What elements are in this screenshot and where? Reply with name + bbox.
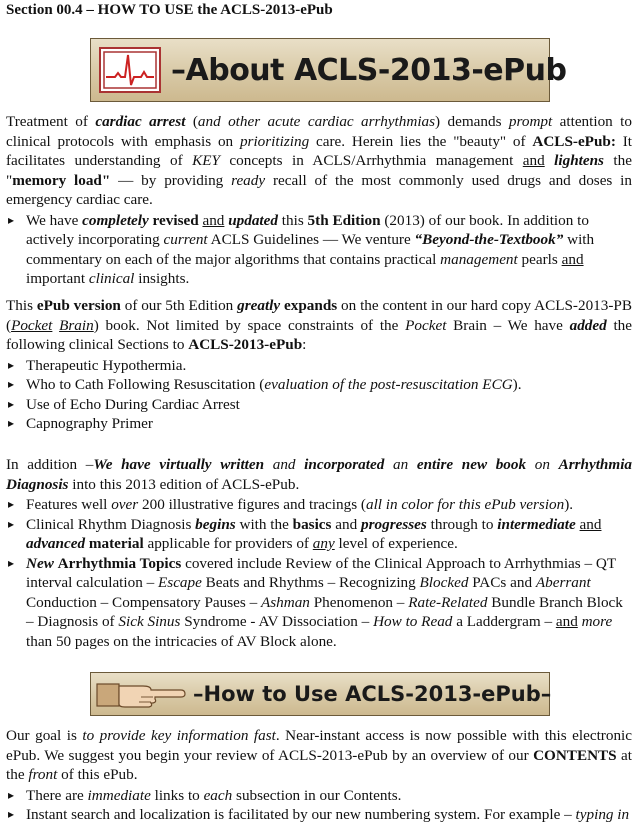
- list-item: ▸ We have completely revised and updated this 5th Edition (2013) of our book. In addition to actively incorporating current ACLS Guidelines — We venture “Beyond-the-Textbook” with commentary on each of the major algorithms that contains practical management pearls and important clinical insights.: [6, 211, 632, 289]
- arrhythmia-paragraph: In addition –We have virtually written and incorporated an entire new book on Arrhythmia Diagnosis into this 2013 edition of ACLS-ePub.: [6, 456, 633, 493]
- how-to-use-section: [6, 726, 632, 825]
- how-to-use-banner-title: –How to Use ACLS-2013-ePub–: [193, 682, 552, 706]
- intro-paragraph: Treatment of cardiac arrest (and other acute cardiac arrhythmias) demands prompt attention to clinical protocols with emphasis on prioritizing care. Herein lies the "beauty" of ACLS-ePub: It facilitates understanding of KEY concepts in ACLS/Arrhythmia management and lightens the "memory load" — by providing ready recall of the most commonly used drugs and doses in emergency cardiac care.: [6, 113, 633, 208]
- epub-version-section: [6, 296, 632, 434]
- list-item: ▸ Instant search and localization is facilitated by our new numbering system. For example – typing in: [6, 805, 632, 825]
- intro-section: [6, 112, 632, 289]
- epub-paragraph: This ePub version of our 5th Edition greatly expands on the content in our hard copy ACLS-2013-PB (Pocket Brain) book. Not limited by space constraints of the Pocket Brain – We have added the following clinical Sections to ACLS-2013-ePub:: [6, 297, 633, 353]
- ecg-monitor-icon: [99, 46, 161, 94]
- list-item: ▸ New Arrhythmia Topics covered include Review of the Clinical Approach to Arrhythmias – QT interval calculation – Escape Beats and Rhythms – Recognizing Blocked PACs and Aberrant Conduction – Compensatory Pauses – Ashman Phenomenon – Rate-Related Bundle Branch Block – Diagnosis of Sick Sinus Syndrome - AV Dissociation – How to Read a Laddergram – and more than 50 pages on the intricacies of AV Block alone.: [6, 554, 632, 652]
- added-sections-list: [6, 356, 632, 434]
- list-item: ▸ Features well over 200 illustrative figures and tracings (all in color for this ePub version).: [6, 495, 632, 515]
- list-item: ▸ Capnography Primer: [6, 414, 632, 434]
- arrhythmia-list: [6, 495, 632, 651]
- list-item: ▸ Who to Cath Following Resuscitation (evaluation of the post-resuscitation ECG).: [6, 375, 632, 395]
- list-item: ▸ There are immediate links to each subsection in our Contents.: [6, 786, 632, 806]
- navigation-tips-list: [6, 786, 632, 825]
- list-item: ▸ Therapeutic Hypothermia.: [6, 356, 632, 376]
- how-to-use-banner: [90, 672, 550, 716]
- arrhythmia-section: [6, 455, 632, 651]
- pointing-hand-icon: [95, 676, 187, 712]
- goal-paragraph: Our goal is to provide key information fast. Near-instant access is now possible with this electronic ePub. We suggest you begin your review of ACLS-2013-ePub by an overview of our CONTENTS at the front of this ePub.: [6, 727, 633, 783]
- about-banner-title: –About ACLS-2013-ePub: [171, 52, 567, 88]
- revision-list: [6, 211, 632, 289]
- about-banner: [90, 38, 567, 102]
- list-item: ▸ Clinical Rhythm Diagnosis begins with the basics and progresses through to intermediate and advanced material applicable for providers of any level of experience.: [6, 515, 632, 554]
- section-title: Section 00.4 – HOW TO USE the ACLS-2013-ePub: [6, 2, 333, 18]
- list-item: ▸ Use of Echo During Cardiac Arrest: [6, 395, 632, 415]
